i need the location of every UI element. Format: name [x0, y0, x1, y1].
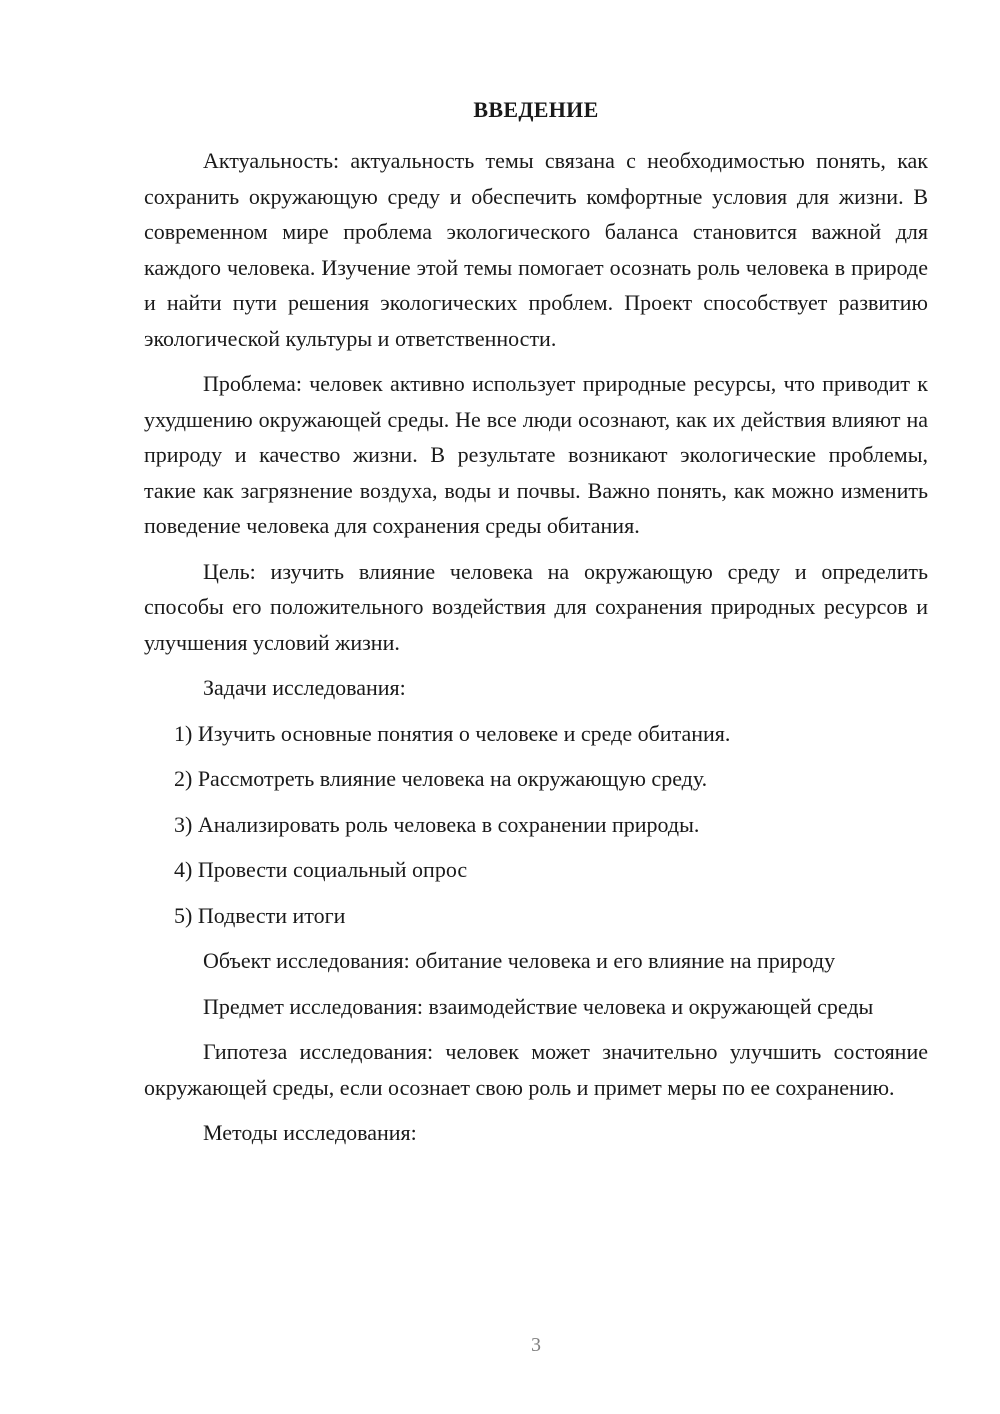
- methods-heading: Методы исследования:: [203, 1120, 417, 1145]
- list-item: 5) Подвести итоги: [174, 902, 346, 928]
- document-page: [144, 95, 928, 1161]
- hypothesis-paragraph: Гипотеза исследования: человек может значительно улучшить состояние окружающей среды, если осознает свою роль и примет меры по ее сохранению.: [144, 1039, 928, 1100]
- problem-paragraph: Проблема: человек активно использует природные ресурсы, что приводит к ухудшению окружающей среды. Не все люди осознают, как их действия влияют на природу и качество жизни. В результате возникают экологические проблемы, такие как загрязнение воздуха, воды и почвы. Важно понять, как можно изменить поведение человека для сохранения среды обитания.: [144, 371, 928, 538]
- subject-paragraph: Предмет исследования: взаимодействие человека и окружающей среды: [203, 993, 874, 1019]
- page-number: 3: [531, 1334, 541, 1356]
- relevance-paragraph: Актуальность: актуальность темы связана с необходимостью понять, как сохранить окружающую среду и обеспечить комфортные условия для жизни. В современном мире проблема экологического баланса становится важной для каждого человека. Изучение этой темы помогает осознать роль человека в природе и найти пути решения экологических проблем. Проект способствует развитию экологической культуры и ответственности.: [144, 148, 928, 351]
- list-item: 2) Рассмотреть влияние человека на окружающую среду.: [174, 766, 708, 791]
- object-paragraph: Объект исследования: обитание человека и его влияние на природу: [203, 948, 836, 973]
- section-heading: ВВЕДЕНИЕ: [473, 97, 599, 122]
- list-item: 3) Анализировать роль человека в сохранении природы.: [174, 811, 700, 837]
- tasks-heading: Задачи исследования:: [203, 675, 406, 700]
- list-item: 4) Провести социальный опрос: [174, 857, 468, 882]
- tasks-list: [144, 716, 928, 934]
- goal-paragraph: Цель: изучить влияние человека на окружающую среду и определить способы его положительного воздействия для сохранения природных ресурсов и улучшения условий жизни.: [144, 558, 928, 655]
- list-item: 1) Изучить основные понятия о человеке и среде обитания.: [174, 720, 731, 746]
